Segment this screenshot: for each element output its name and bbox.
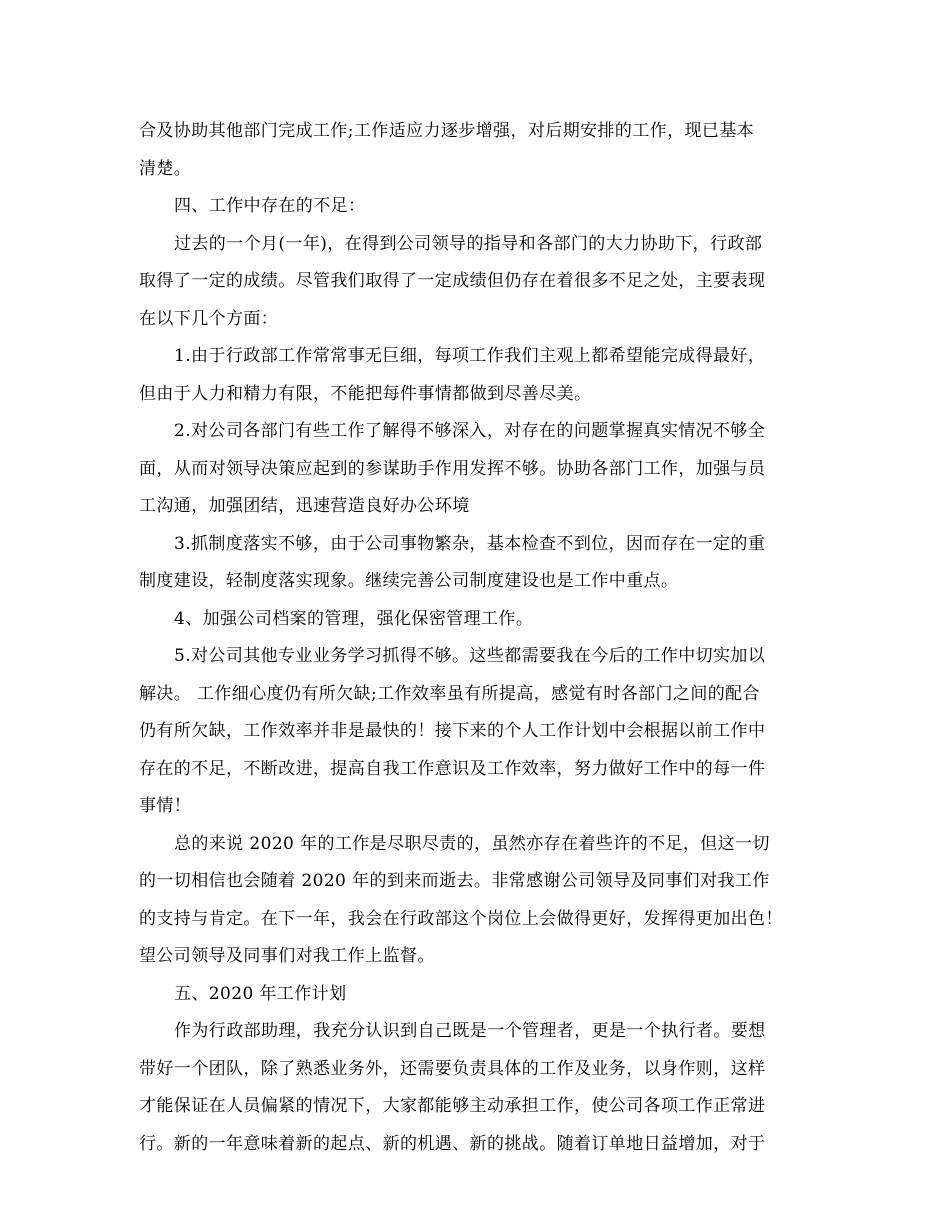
text-line: 取得了一定的成绩。尽管我们取得了一定成绩但仍存在着很多不足之处，主要表现 [139, 271, 766, 291]
text-line: 存在的不足，不断改进，提高自我工作意识及工作效率，努力做好工作中的每一件 [139, 758, 766, 779]
text-line: 行。新的一年意味着新的起点、新的机遇、新的挑战。随着订单地日益增加，对于 [139, 1133, 766, 1154]
document-body [139, 113, 819, 1163]
text-line: 面，从而对领导决策应起到的参谋助手作用发挥不够。协助各部门工作，加强与员 [139, 458, 766, 479]
text-line: 四、工作中存在的不足： [174, 196, 366, 216]
text-line: 才能保证在人员偏紧的情况下，大家都能够主动承担工作，使公司各项工作正常进 [139, 1096, 766, 1116]
text-line: 清楚。 [139, 158, 192, 179]
text-line: 总的来说 2020 年的工作是尽职尽责的，虽然亦存在着些许的不足，但这一切 [174, 833, 770, 854]
text-line: 望公司领导及同事们对我工作上监督。 [139, 946, 435, 966]
text-line: 3.抓制度落实不够，由于公司事物繁杂，基本检查不到位，因而存在一定的重 [174, 533, 766, 554]
text-line: 五、2020 年工作计划 [174, 983, 347, 1004]
text-line: 作为行政部助理，我充分认识到自己既是一个管理者，更是一个执行者。要想 [174, 1021, 766, 1041]
text-line: 的一切相信也会随着 2020 年的到来而逝去。非常感谢公司领导及同事们对我工作 [139, 871, 770, 891]
text-line: 在以下几个方面： [139, 308, 279, 329]
text-line: 5.对公司其他专业业务学习抓得不够。这些都需要我在今后的工作中切实加以 [174, 646, 766, 666]
text-line: 仍有所欠缺，工作效率并非是最快的！接下来的个人工作计划中会根据以前工作中 [139, 721, 766, 741]
text-line: 但由于人力和精力有限，不能把每件事情都做到尽善尽美。 [139, 383, 592, 404]
text-line: 2.对公司各部门有些工作了解得不够深入，对存在的问题掌握真实情况不够全 [174, 421, 766, 441]
text-line: 工沟通，加强团结，迅速营造良好办公环境 [139, 496, 470, 516]
text-line: 4、加强公司档案的管理，强化保密管理工作。 [174, 608, 534, 629]
text-line: 1.由于行政部工作常常事无巨细，每项工作我们主观上都希望能完成得最好， [174, 346, 766, 366]
text-line: 过去的一个月(一年)，在得到公司领导的指导和各部门的大力协助下，行政部 [174, 233, 763, 254]
text-line: 制度建设，轻制度落实现象。继续完善公司制度建设也是工作中重点。 [139, 571, 679, 591]
text-line: 解决。 工作细心度仍有所欠缺;工作效率虽有所提高，感觉有时各部门之间的配合 [139, 683, 760, 704]
text-line: 事情！ [139, 796, 192, 816]
text-line: 合及协助其他部门完成工作;工作适应力逐步增强，对后期安排的工作，现已基本 [139, 121, 755, 141]
text-line: 的支持与肯定。在下一年，我会在行政部这个岗位上会做得更好，发挥得更加出色！ [139, 908, 783, 929]
text-line: 带好一个团队，除了熟悉业务外，还需要负责具体的工作及业务，以身作则，这样 [139, 1058, 766, 1079]
